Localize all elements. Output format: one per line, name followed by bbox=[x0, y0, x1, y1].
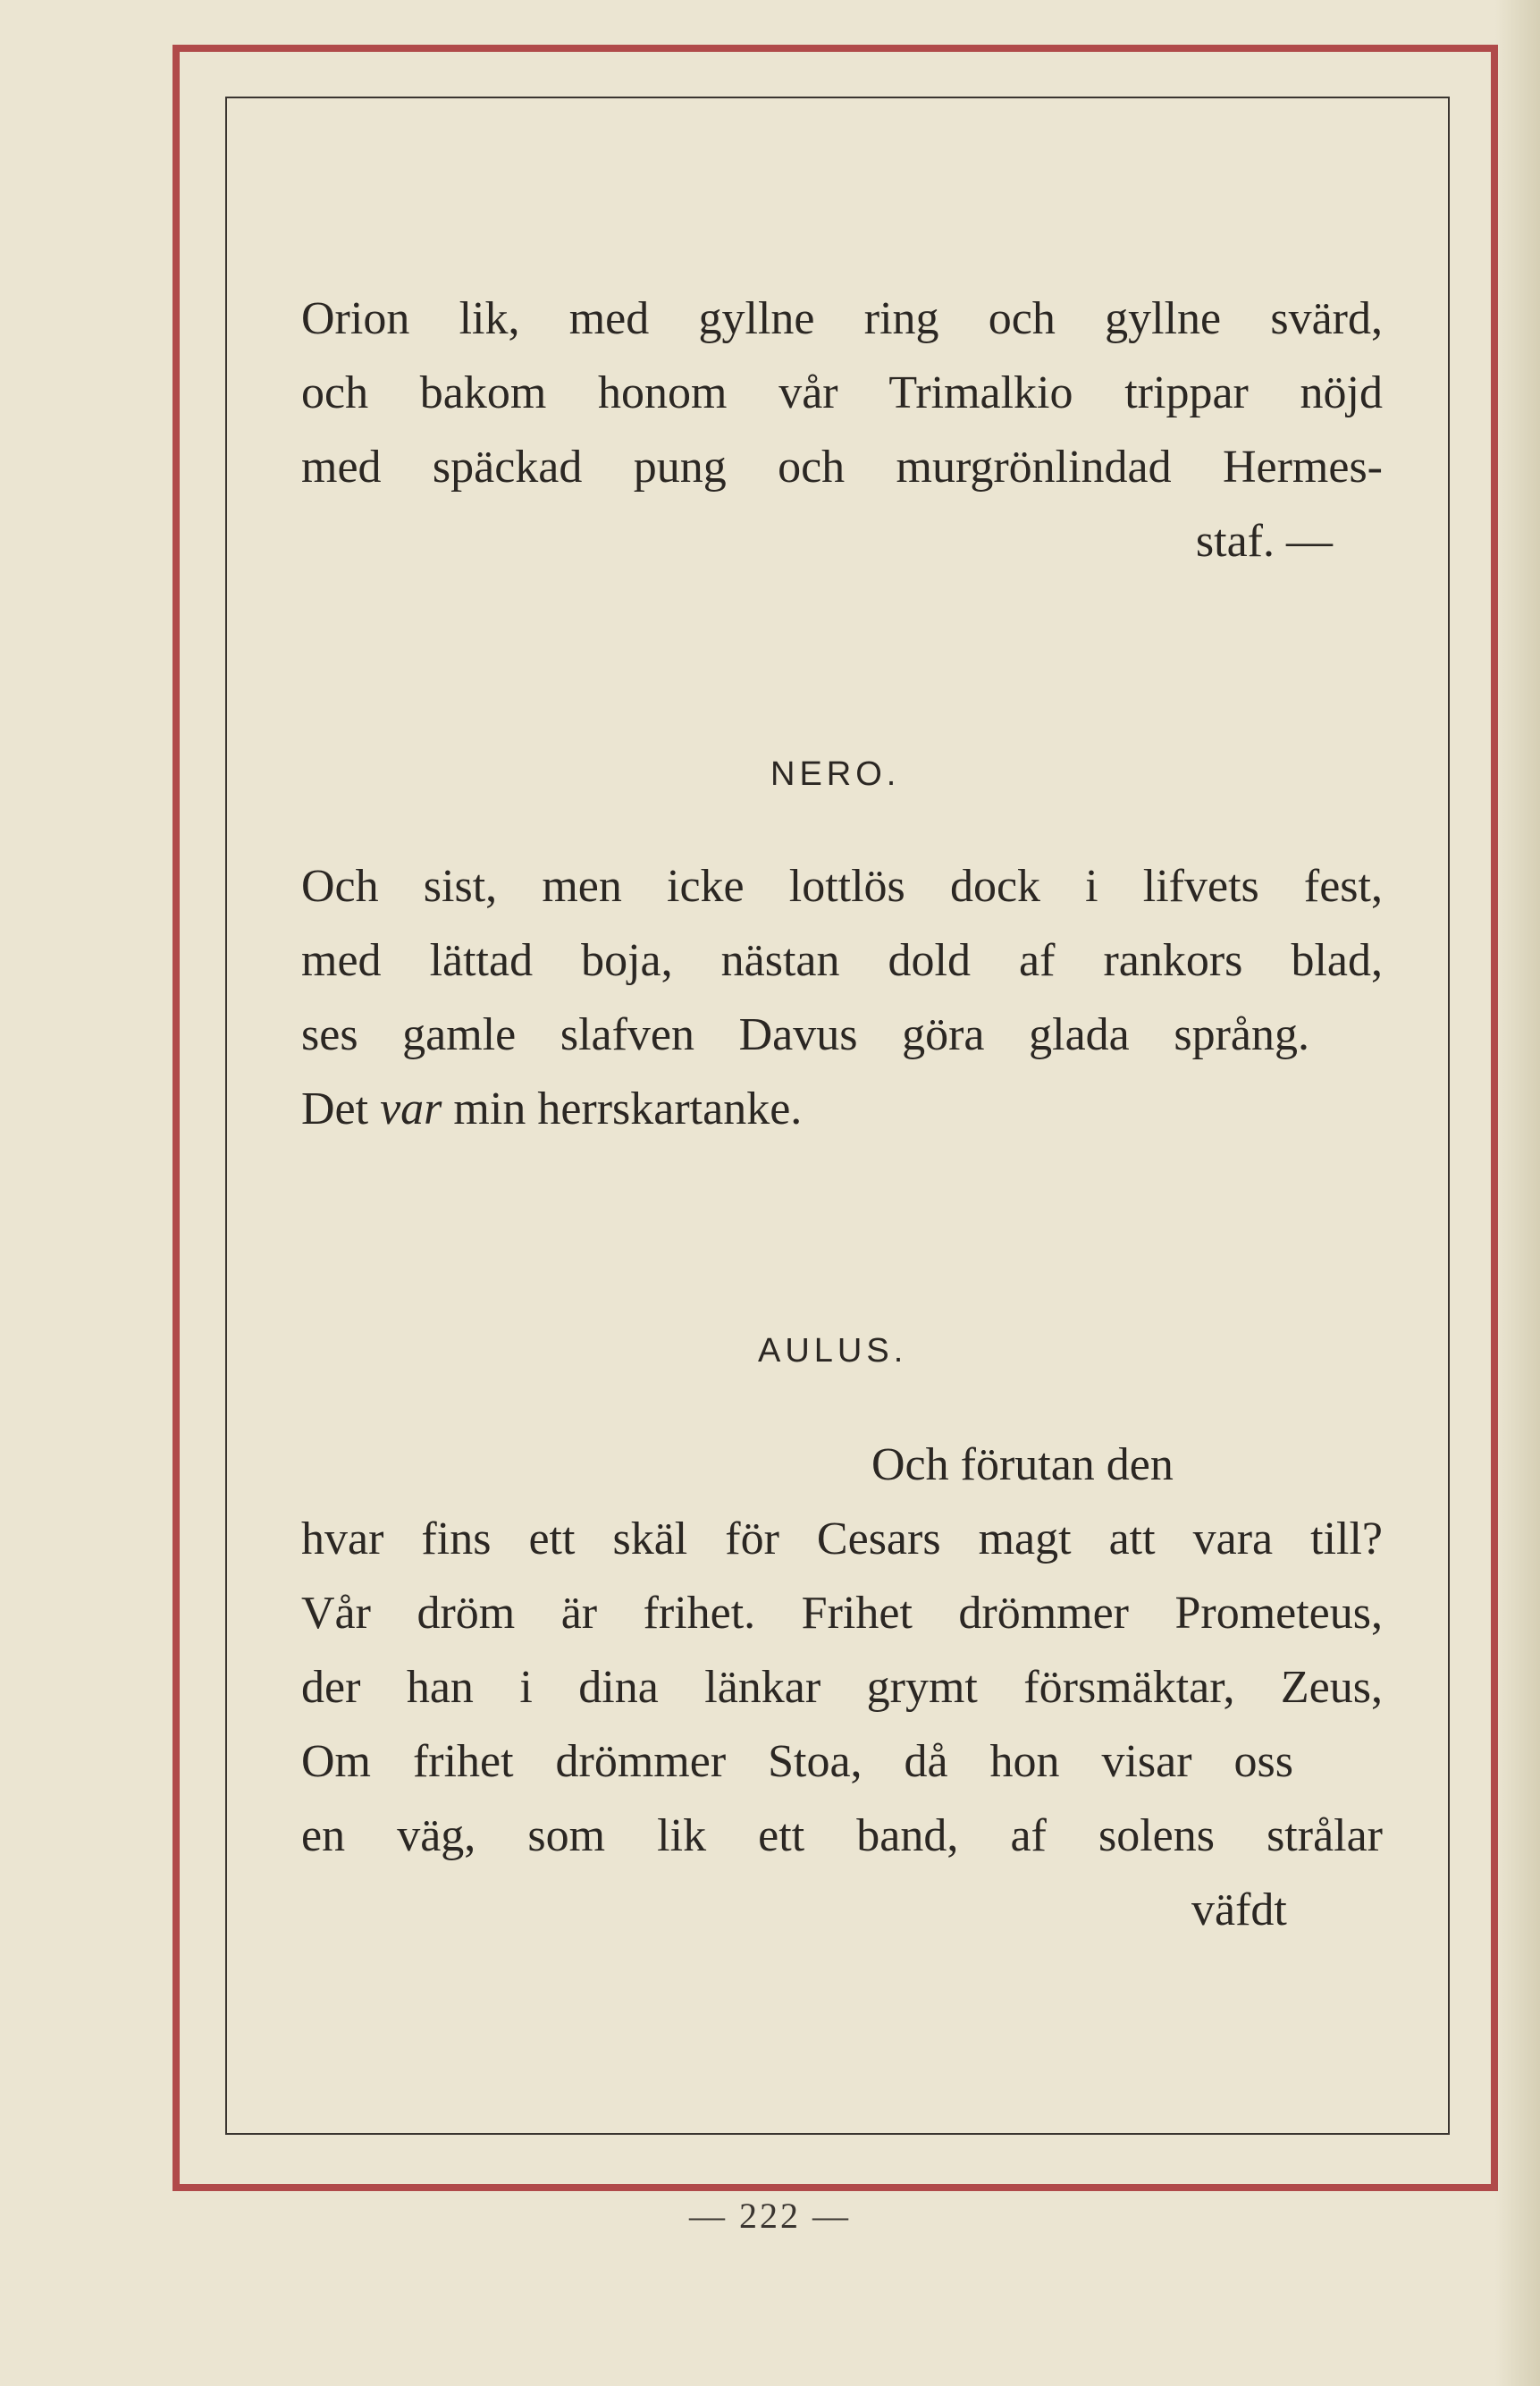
text-line: der han i dina länkar grymt försmäktar, Zeus, bbox=[301, 1662, 1383, 1713]
text-fragment: Det bbox=[301, 1083, 369, 1134]
text-line bbox=[301, 1072, 1383, 1146]
text-line: ses gamle slafven Davus göra glada språng. bbox=[301, 1009, 1309, 1060]
italic-word: var bbox=[380, 1083, 442, 1134]
text-line: Och förutan den bbox=[871, 1439, 1174, 1490]
text-line: med späckad pung och murgrönlindad Hermes- bbox=[301, 442, 1383, 493]
text-line: Och sist, men icke lottlös dock i lifvets fest, bbox=[301, 861, 1383, 912]
speaker-heading-aulus: AULUS. bbox=[758, 1332, 908, 1370]
passage-3 bbox=[301, 1428, 1383, 1947]
text-line: staf. — bbox=[1195, 516, 1333, 567]
text-line: och bakom honom vår Trimalkio trippar nöjd bbox=[301, 367, 1383, 418]
text-line: Om frihet drömmer Stoa, då hon visar oss bbox=[301, 1736, 1293, 1787]
text-line: med lättad boja, nästan dold af rankors blad, bbox=[301, 935, 1383, 986]
speaker-heading-nero: NERO. bbox=[770, 755, 901, 793]
passage-1 bbox=[301, 282, 1383, 578]
passage-2 bbox=[301, 849, 1383, 1146]
page-number: — 222 — bbox=[689, 2196, 851, 2236]
text-line: Orion lik, med gyllne ring och gyllne svärd, bbox=[301, 293, 1383, 344]
text-line: hvar fins ett skäl för Cesars magt att vara till? bbox=[301, 1513, 1383, 1564]
text-fragment: min herrskartanke. bbox=[453, 1083, 803, 1134]
text-line: en väg, som lik ett band, af solens strålar bbox=[301, 1810, 1383, 1861]
page-edge bbox=[1495, 0, 1540, 2386]
text-line: väfdt bbox=[1191, 1884, 1287, 1935]
text-line: Vår dröm är frihet. Frihet drömmer Prometeus, bbox=[301, 1588, 1383, 1639]
